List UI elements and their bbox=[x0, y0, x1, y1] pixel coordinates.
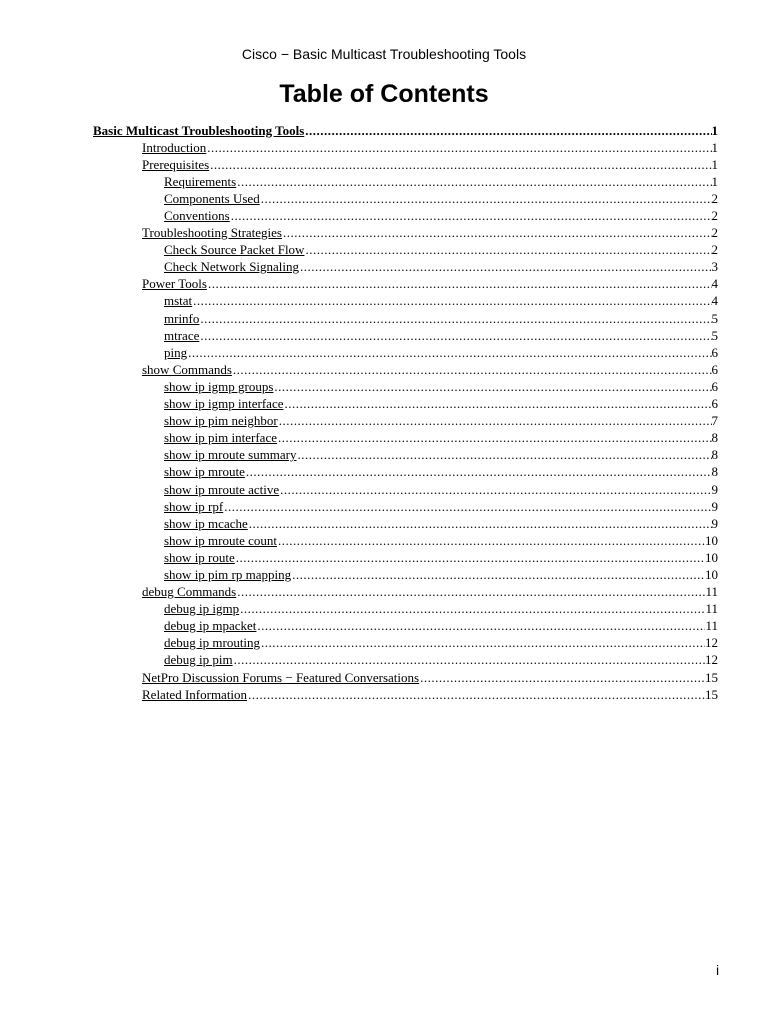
toc-entry[interactable] bbox=[0, 430, 768, 447]
toc-entry-page: 11 bbox=[705, 601, 718, 617]
toc-entry[interactable] bbox=[0, 173, 768, 190]
toc-entry-link[interactable]: Components Used bbox=[164, 190, 260, 206]
toc-entry[interactable] bbox=[0, 532, 768, 549]
toc-entry-page: 2 bbox=[711, 242, 718, 258]
toc-entry-page: 9 bbox=[711, 481, 718, 497]
toc-entry-link[interactable]: debug ip mpacket bbox=[164, 618, 257, 634]
toc-entry-link[interactable]: mstat bbox=[164, 293, 193, 309]
dot-leader bbox=[199, 311, 711, 327]
toc-entry[interactable] bbox=[0, 378, 768, 395]
toc-entry[interactable] bbox=[0, 293, 768, 310]
toc-entry-page: 10 bbox=[705, 549, 718, 565]
table-of-contents bbox=[0, 122, 768, 703]
toc-entry-page: 6 bbox=[711, 344, 718, 360]
toc-entry-page: 5 bbox=[711, 327, 718, 343]
toc-entry-page: 5 bbox=[711, 310, 718, 326]
toc-entry-page: 4 bbox=[711, 276, 718, 292]
toc-entry[interactable] bbox=[0, 413, 768, 430]
toc-entry[interactable] bbox=[0, 122, 768, 139]
toc-entry[interactable] bbox=[0, 447, 768, 464]
toc-entry[interactable] bbox=[0, 344, 768, 361]
toc-entry-page: 4 bbox=[711, 293, 718, 309]
toc-entry[interactable] bbox=[0, 481, 768, 498]
toc-entry[interactable] bbox=[0, 156, 768, 173]
dot-leader bbox=[284, 396, 712, 412]
toc-entry-link[interactable]: Related Information bbox=[142, 686, 248, 702]
dot-leader bbox=[199, 328, 711, 344]
toc-entry[interactable] bbox=[0, 361, 768, 378]
toc-entry[interactable] bbox=[0, 310, 768, 327]
toc-entry-link[interactable]: show ip pim interface bbox=[164, 430, 277, 446]
dot-leader bbox=[206, 140, 711, 156]
toc-entry[interactable] bbox=[0, 669, 768, 686]
dot-leader bbox=[236, 174, 711, 190]
dot-leader bbox=[304, 123, 711, 139]
page-number: i bbox=[716, 962, 720, 978]
dot-leader bbox=[248, 516, 712, 532]
dot-leader bbox=[245, 464, 712, 480]
toc-entry-page: 3 bbox=[711, 259, 718, 275]
dot-leader bbox=[277, 533, 705, 549]
toc-entry-link[interactable]: show ip igmp interface bbox=[164, 396, 284, 412]
toc-entry-link[interactable]: Check Network Signaling bbox=[164, 259, 300, 275]
dot-leader bbox=[277, 430, 712, 446]
dot-leader bbox=[256, 618, 705, 634]
dot-leader bbox=[297, 447, 712, 463]
dot-leader bbox=[232, 362, 712, 378]
dot-leader bbox=[291, 567, 705, 583]
toc-entry[interactable] bbox=[0, 566, 768, 583]
toc-entry[interactable] bbox=[0, 276, 768, 293]
dot-leader bbox=[207, 276, 712, 292]
toc-entry-page: 10 bbox=[705, 532, 718, 548]
toc-entry-page: 15 bbox=[705, 686, 718, 702]
toc-entry-page: 8 bbox=[711, 464, 718, 480]
dot-leader bbox=[282, 225, 712, 241]
toc-entry[interactable] bbox=[0, 618, 768, 635]
toc-entry-page: 11 bbox=[705, 584, 718, 600]
toc-entry-link[interactable]: debug Commands bbox=[142, 584, 237, 600]
dot-leader bbox=[235, 550, 705, 566]
toc-entry-page: 2 bbox=[711, 190, 718, 206]
toc-entry-link[interactable]: debug ip pim bbox=[164, 652, 233, 668]
toc-entry-page: 11 bbox=[705, 618, 718, 634]
dot-leader bbox=[419, 670, 705, 686]
toc-entry-link[interactable]: NetPro Discussion Forums − Featured Conversations bbox=[142, 669, 420, 685]
toc-entry[interactable] bbox=[0, 242, 768, 259]
toc-entry[interactable] bbox=[0, 464, 768, 481]
toc-entry[interactable] bbox=[0, 584, 768, 601]
toc-entry[interactable] bbox=[0, 259, 768, 276]
toc-entry-link[interactable]: Basic Multicast Troubleshooting Tools bbox=[93, 122, 305, 138]
toc-entry-page: 1 bbox=[711, 122, 718, 138]
toc-entry[interactable] bbox=[0, 601, 768, 618]
dot-leader bbox=[239, 601, 705, 617]
toc-entry-link[interactable]: show Commands bbox=[142, 361, 232, 377]
toc-entry[interactable] bbox=[0, 635, 768, 652]
dot-leader bbox=[260, 635, 705, 651]
toc-entry[interactable] bbox=[0, 652, 768, 669]
toc-entry-link[interactable]: debug ip igmp bbox=[164, 601, 240, 617]
toc-entry-link[interactable]: show ip route bbox=[164, 549, 235, 565]
toc-entry-page: 8 bbox=[711, 447, 718, 463]
toc-entry-page: 1 bbox=[711, 156, 718, 172]
toc-entry-link[interactable]: Introduction bbox=[142, 139, 207, 155]
dot-leader bbox=[209, 157, 711, 173]
toc-entry-link[interactable]: show ip mcache bbox=[164, 515, 248, 531]
toc-entry-link[interactable]: Troubleshooting Strategies bbox=[142, 225, 282, 241]
toc-entry[interactable] bbox=[0, 498, 768, 515]
toc-entry-link[interactable]: show ip pim neighbor bbox=[164, 413, 278, 429]
toc-entry-link[interactable]: ping bbox=[164, 344, 188, 360]
toc-entry[interactable] bbox=[0, 225, 768, 242]
toc-entry-page: 15 bbox=[705, 669, 718, 685]
toc-entry-link[interactable]: show ip rpf bbox=[164, 498, 224, 514]
toc-entry[interactable] bbox=[0, 190, 768, 207]
toc-entry-page: 2 bbox=[711, 208, 718, 224]
dot-leader bbox=[233, 652, 705, 668]
toc-entry-page: 10 bbox=[705, 566, 718, 582]
toc-entry-link[interactable]: Power Tools bbox=[142, 276, 207, 292]
toc-entry-page: 6 bbox=[711, 361, 718, 377]
toc-entry[interactable] bbox=[0, 515, 768, 532]
toc-entry-link[interactable]: show ip mroute summary bbox=[164, 447, 297, 463]
toc-entry-link[interactable]: mtrace bbox=[164, 327, 200, 343]
dot-leader bbox=[230, 208, 712, 224]
toc-entry-link[interactable]: show ip mroute count bbox=[164, 532, 278, 548]
toc-entry-page: 6 bbox=[711, 378, 718, 394]
toc-entry-link[interactable]: Requirements bbox=[164, 173, 237, 189]
toc-entry-link[interactable]: show ip mroute bbox=[164, 464, 245, 480]
dot-leader bbox=[223, 499, 711, 515]
toc-entry-link[interactable]: show ip igmp groups bbox=[164, 378, 274, 394]
toc-entry-link[interactable]: Conventions bbox=[164, 208, 230, 224]
toc-entry-link[interactable]: Check Source Packet Flow bbox=[164, 242, 305, 258]
toc-entry-link[interactable]: show ip pim rp mapping bbox=[164, 566, 292, 582]
toc-entry-page: 12 bbox=[705, 652, 718, 668]
dot-leader bbox=[192, 293, 711, 309]
toc-entry[interactable] bbox=[0, 207, 768, 224]
dot-leader bbox=[247, 687, 705, 703]
toc-entry[interactable] bbox=[0, 139, 768, 156]
dot-leader bbox=[299, 259, 711, 275]
dot-leader bbox=[279, 482, 711, 498]
toc-entry[interactable] bbox=[0, 327, 768, 344]
toc-entry-link[interactable]: show ip mroute active bbox=[164, 481, 280, 497]
dot-leader bbox=[236, 584, 705, 600]
toc-entry-page: 1 bbox=[711, 173, 718, 189]
dot-leader bbox=[273, 379, 711, 395]
dot-leader bbox=[278, 413, 712, 429]
toc-entry-page: 6 bbox=[711, 396, 718, 412]
toc-entry[interactable] bbox=[0, 686, 768, 703]
toc-entry-link[interactable]: Prerequisites bbox=[142, 156, 210, 172]
toc-entry-page: 12 bbox=[705, 635, 718, 651]
running-header: Cisco − Basic Multicast Troubleshooting Tools bbox=[241, 46, 527, 62]
toc-entry-page: 1 bbox=[711, 139, 718, 155]
toc-entry-page: 9 bbox=[711, 515, 718, 531]
toc-entry-page: 7 bbox=[711, 413, 718, 429]
toc-entry-page: 2 bbox=[711, 225, 718, 241]
dot-leader bbox=[304, 242, 711, 258]
dot-leader bbox=[187, 345, 711, 361]
page-title: Table of Contents bbox=[279, 80, 489, 108]
toc-entry[interactable] bbox=[0, 549, 768, 566]
toc-entry-link[interactable]: mrinfo bbox=[164, 310, 200, 326]
toc-entry-page: 9 bbox=[711, 498, 718, 514]
toc-entry-page: 8 bbox=[711, 430, 718, 446]
dot-leader bbox=[260, 191, 712, 207]
toc-entry[interactable] bbox=[0, 396, 768, 413]
toc-entry-link[interactable]: debug ip mrouting bbox=[164, 635, 261, 651]
